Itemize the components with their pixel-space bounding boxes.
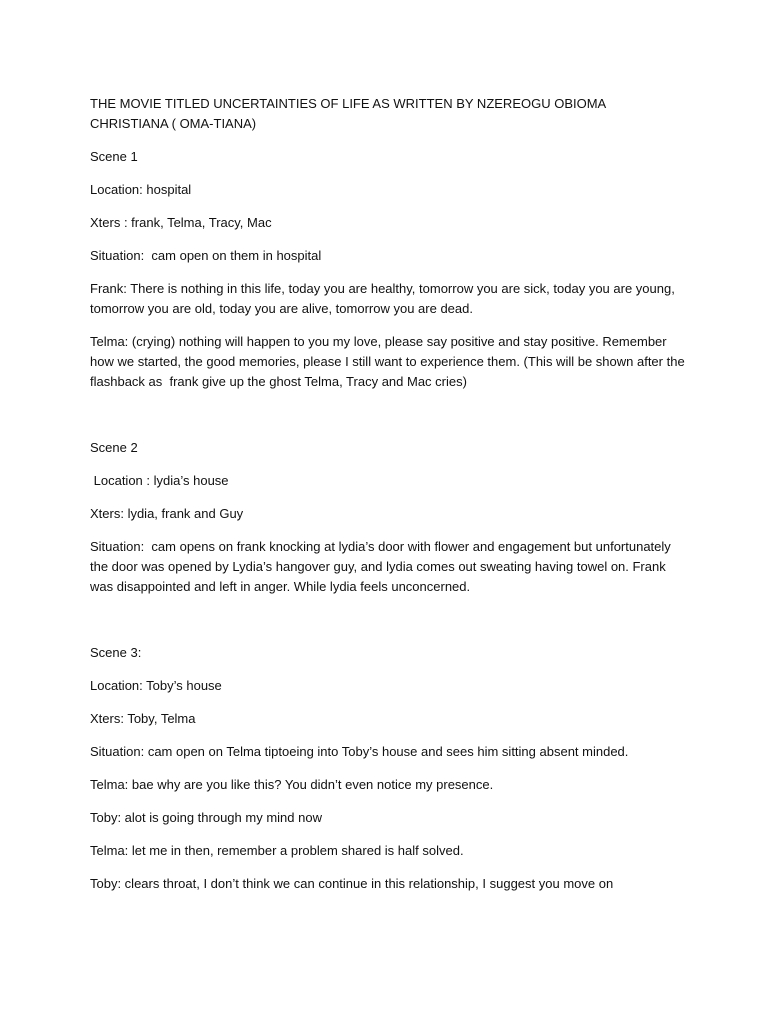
scene-1-heading: Scene 1 <box>90 149 138 164</box>
dialogue-line: Telma: let me in then, remember a problem shared is half solved. <box>90 843 464 858</box>
document-title: THE MOVIE TITLED UNCERTAINTIES OF LIFE AS WRITTEN BY NZEREOGU OBIOMA CHRISTIANA ( OMA-TIANA) <box>90 96 610 131</box>
scene-3-heading: Scene 3: <box>90 645 142 660</box>
scene-1-characters: Xters : frank, Telma, Tracy, Mac <box>90 215 272 230</box>
document-page <box>90 94 690 894</box>
scene-1-frank-line: Frank: There is nothing in this life, today you are healthy, tomorrow you are sick, today you are young, tomorrow you are old, today you are alive, tomorrow you are dead. <box>90 281 679 316</box>
dialogue-line: Telma: bae why are you like this? You didn’t even notice my presence. <box>90 777 494 792</box>
dialogue-line: Toby: alot is going through my mind now <box>90 810 322 825</box>
scene-2-characters: Xters: lydia, frank and Guy <box>90 506 244 521</box>
scene-3-location: Location: Toby’s house <box>90 678 222 693</box>
scene-1-location: Location: hospital <box>90 182 192 197</box>
scene-2-situation: Situation: cam opens on frank knocking at lydia’s door with flower and engagement but unfortunately the door was opened by Lydia’s hangover guy, and lydia comes out sweating having towel on. Frank was disappointed and left in anger. While lydia feels unconcerned. <box>90 539 675 594</box>
dialogue-line: Toby: clears throat, I don’t think we can continue in this relationship, I suggest you move on <box>90 876 614 891</box>
scene-3-characters: Xters: Toby, Telma <box>90 711 196 726</box>
scene-2-location: Location : lydia’s house <box>90 473 229 488</box>
scene-2-heading: Scene 2 <box>90 440 138 455</box>
scene-1-telma-line: Telma: (crying) nothing will happen to you my love, please say positive and stay positive. Remember how we started, the good memories, please I still want to experience them. (This will be shown after the flashback as frank give up the ghost Telma, Tracy and Mac cries) <box>90 334 689 389</box>
scene-1-situation: Situation: cam open on them in hospital <box>90 248 322 263</box>
scene-3-situation: Situation: cam open on Telma tiptoeing into Toby’s house and sees him sitting absent minded. <box>90 744 629 759</box>
